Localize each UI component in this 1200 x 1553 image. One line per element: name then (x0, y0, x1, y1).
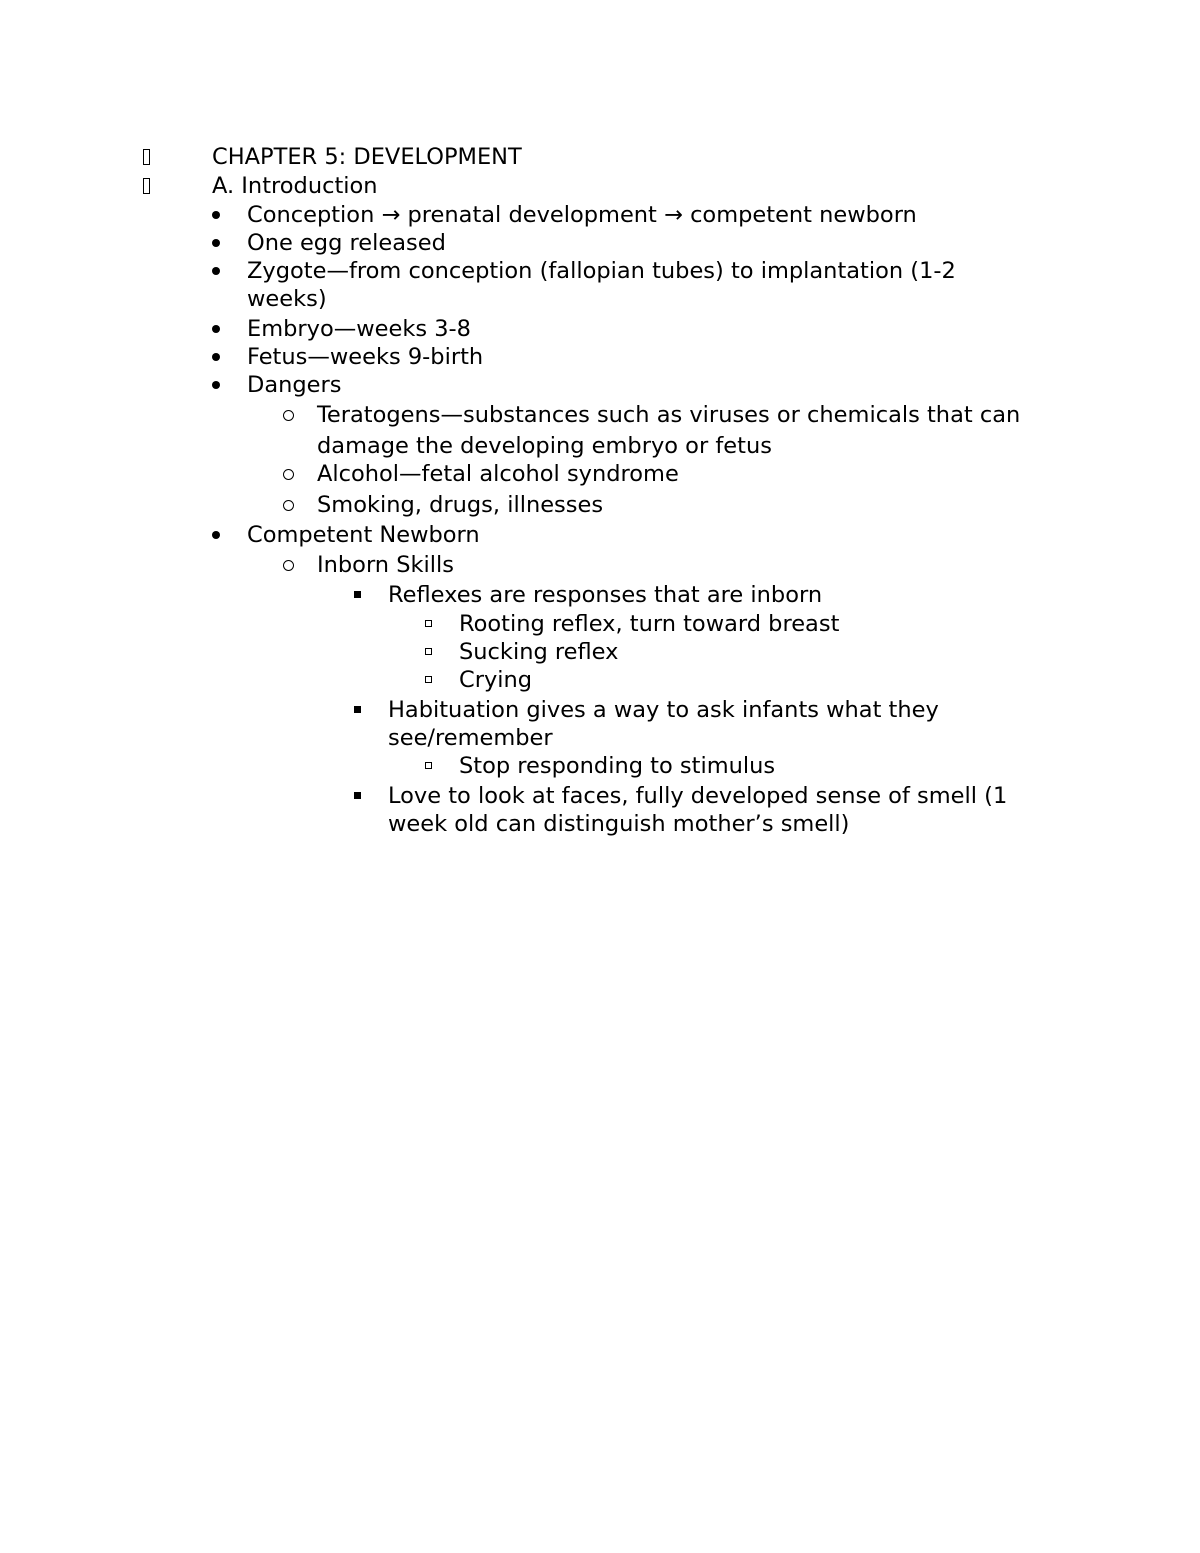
arrow-right-icon: → (381, 202, 401, 228)
bullet-dot-icon (212, 381, 220, 389)
list-item: Rooting reflex, turn toward breast (459, 611, 840, 637)
bullet-dot-icon (212, 267, 220, 275)
bullet-square-icon (354, 792, 361, 799)
list-item: Stop responding to stimulus (459, 753, 776, 779)
bullet-hollow-square-icon (425, 762, 432, 769)
chapter-heading: CHAPTER 5: DEVELOPMENT (212, 144, 522, 170)
list-item-continuation: damage the developing embryo or fetus (317, 433, 772, 459)
list-item: Inborn Skills (317, 552, 454, 578)
bullet-hollow-square-icon (425, 648, 432, 655)
list-item: Alcohol—fetal alcohol syndrome (317, 461, 679, 487)
bullet-hollow-square-icon (425, 620, 432, 627)
list-item: Teratogens—substances such as viruses or chemicals that can (317, 402, 1021, 428)
list-item: Zygote—from conception (fallopian tubes) to implantation (1-2 (247, 258, 956, 284)
list-item: Dangers (247, 372, 342, 398)
list-item: Smoking, drugs, illnesses (317, 492, 604, 518)
list-item: Fetus—weeks 9-birth (247, 344, 484, 370)
bullet-dot-icon (212, 239, 220, 247)
arrow-right-icon: → (664, 202, 683, 228)
list-item-continuation: week old can distinguish mother’s smell) (388, 811, 850, 837)
bullet-square-icon (354, 591, 361, 598)
list-item: Reflexes are responses that are inborn (388, 582, 823, 608)
bullet-square-icon (354, 706, 361, 713)
bullet-dot-icon (212, 353, 220, 361)
section-heading: A. Introduction (212, 173, 378, 199)
list-item: Love to look at faces, fully developed sense of smell (1 (388, 783, 1008, 809)
bullet-ring-icon (283, 500, 294, 511)
list-item-text: prenatal development (407, 202, 657, 228)
list-item (247, 201, 917, 229)
bullet-ring-icon (283, 560, 294, 571)
missing-glyph-icon (143, 178, 150, 194)
bullet-dot-icon (212, 325, 220, 333)
list-item: Sucking reflex (459, 639, 619, 665)
list-item: Competent Newborn (247, 522, 480, 548)
bullet-hollow-square-icon (425, 676, 432, 683)
bullet-ring-icon (283, 410, 294, 421)
list-item-text: competent newborn (690, 202, 917, 228)
bullet-ring-icon (283, 469, 294, 480)
list-item: Habituation gives a way to ask infants what they (388, 697, 939, 723)
missing-glyph-icon (143, 149, 150, 165)
list-item: One egg released (247, 230, 446, 256)
list-item-continuation: weeks) (247, 286, 327, 312)
bullet-dot-icon (212, 531, 220, 539)
list-item: Embryo—weeks 3-8 (247, 316, 471, 342)
list-item: Crying (459, 667, 533, 693)
list-item-continuation: see/remember (388, 725, 553, 751)
list-item-text: Conception (247, 202, 375, 228)
bullet-dot-icon (212, 211, 220, 219)
